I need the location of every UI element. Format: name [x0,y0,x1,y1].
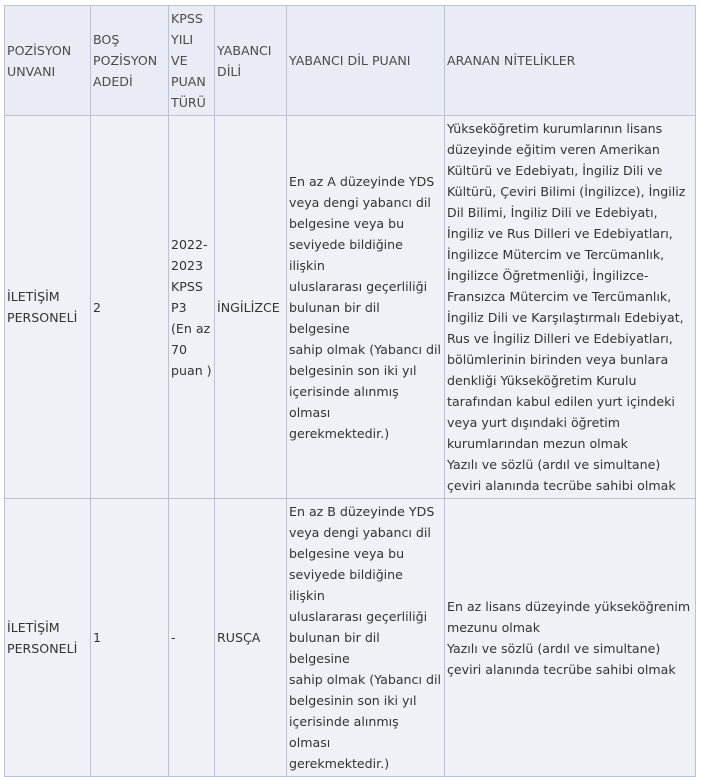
cell-foreign-language: RUSÇA [215,499,287,777]
header-vacancy-count: BOŞ POZİSYON ADEDİ [91,6,169,116]
table-row [5,499,696,777]
cell-position-title: İLETİŞİM PERSONELİ [5,499,91,777]
cell-foreign-language-score: En az B düzeyinde YDS veya dengi yabancı dil belgesine veya bu seviyede bildiğine ilişkin uluslararası geçerliliği bulunan bir dil belgesine sahip olmak (Yabancı dil belgesinin son iki yıl içerisinde alınmış olması gerekmektedir.) [287,499,445,777]
cell-vacancy-count: 2 [91,116,169,499]
header-required-qualifications: ARANAN NİTELİKLER [445,6,696,116]
header-foreign-language-score: YABANCI DİL PUANI [287,6,445,116]
cell-required-qualifications: Yükseköğretim kurumlarının lisans düzeyinde eğitim veren Amerikan Kültürü ve Edebiyatı, İngiliz Dili ve Kültürü, Çeviri Bilimi (İngilizce), İngiliz Dil Bilimi, İngiliz Dili ve Edebiyatı, İngiliz ve Rus Dilleri ve Edebiyatları, İngilizce Mütercim ve Tercümanlık, İngilizce Öğretmenliği, İngilizce- Fransızca Mütercim ve Tercümanlık, İngiliz Dili ve Karşılaştırmalı Edebiyat, Rus ve İngiliz Dilleri ve Edebiyatları, bölümlerinin birinden veya bunlara denkliği Yükseköğretim Kurulu tarafından kabul edilen yurt içindeki veya yurt dışındaki öğretim kurumlarından mezun olmak Yazılı ve sözlü (ardıl ve simultane) çeviri alanında tecrübe sahibi olmak [445,116,696,499]
vacancy-table [4,5,696,777]
cell-required-qualifications: En az lisans düzeyinde yükseköğrenim mezunu olmak Yazılı ve sözlü (ardıl ve simultane) çeviri alanında tecrübe sahibi olmak [445,499,696,777]
cell-foreign-language-score: En az A düzeyinde YDS veya dengi yabancı dil belgesine veya bu seviyede bildiğine ilişkin uluslararası geçerliliği bulunan bir dil belgesine sahip olmak (Yabancı dil belgesinin son iki yıl içerisinde alınmış olması gerekmektedir.) [287,116,445,499]
cell-vacancy-count: 1 [91,499,169,777]
cell-kpss: 2022- 2023 KPSS P3 (En az 70 puan ) [169,116,215,499]
table-header-row [5,6,696,116]
header-kpss-year-score-type: KPSS YILI VE PUAN TÜRÜ [169,6,215,116]
cell-kpss: - [169,499,215,777]
cell-position-title: İLETİŞİM PERSONELİ [5,116,91,499]
table-row [5,116,696,499]
header-position-title: POZİSYON UNVANI [5,6,91,116]
cell-foreign-language: İNGİLİZCE [215,116,287,499]
vacancy-table-container [4,5,696,777]
header-foreign-language: YABANCI DİLİ [215,6,287,116]
